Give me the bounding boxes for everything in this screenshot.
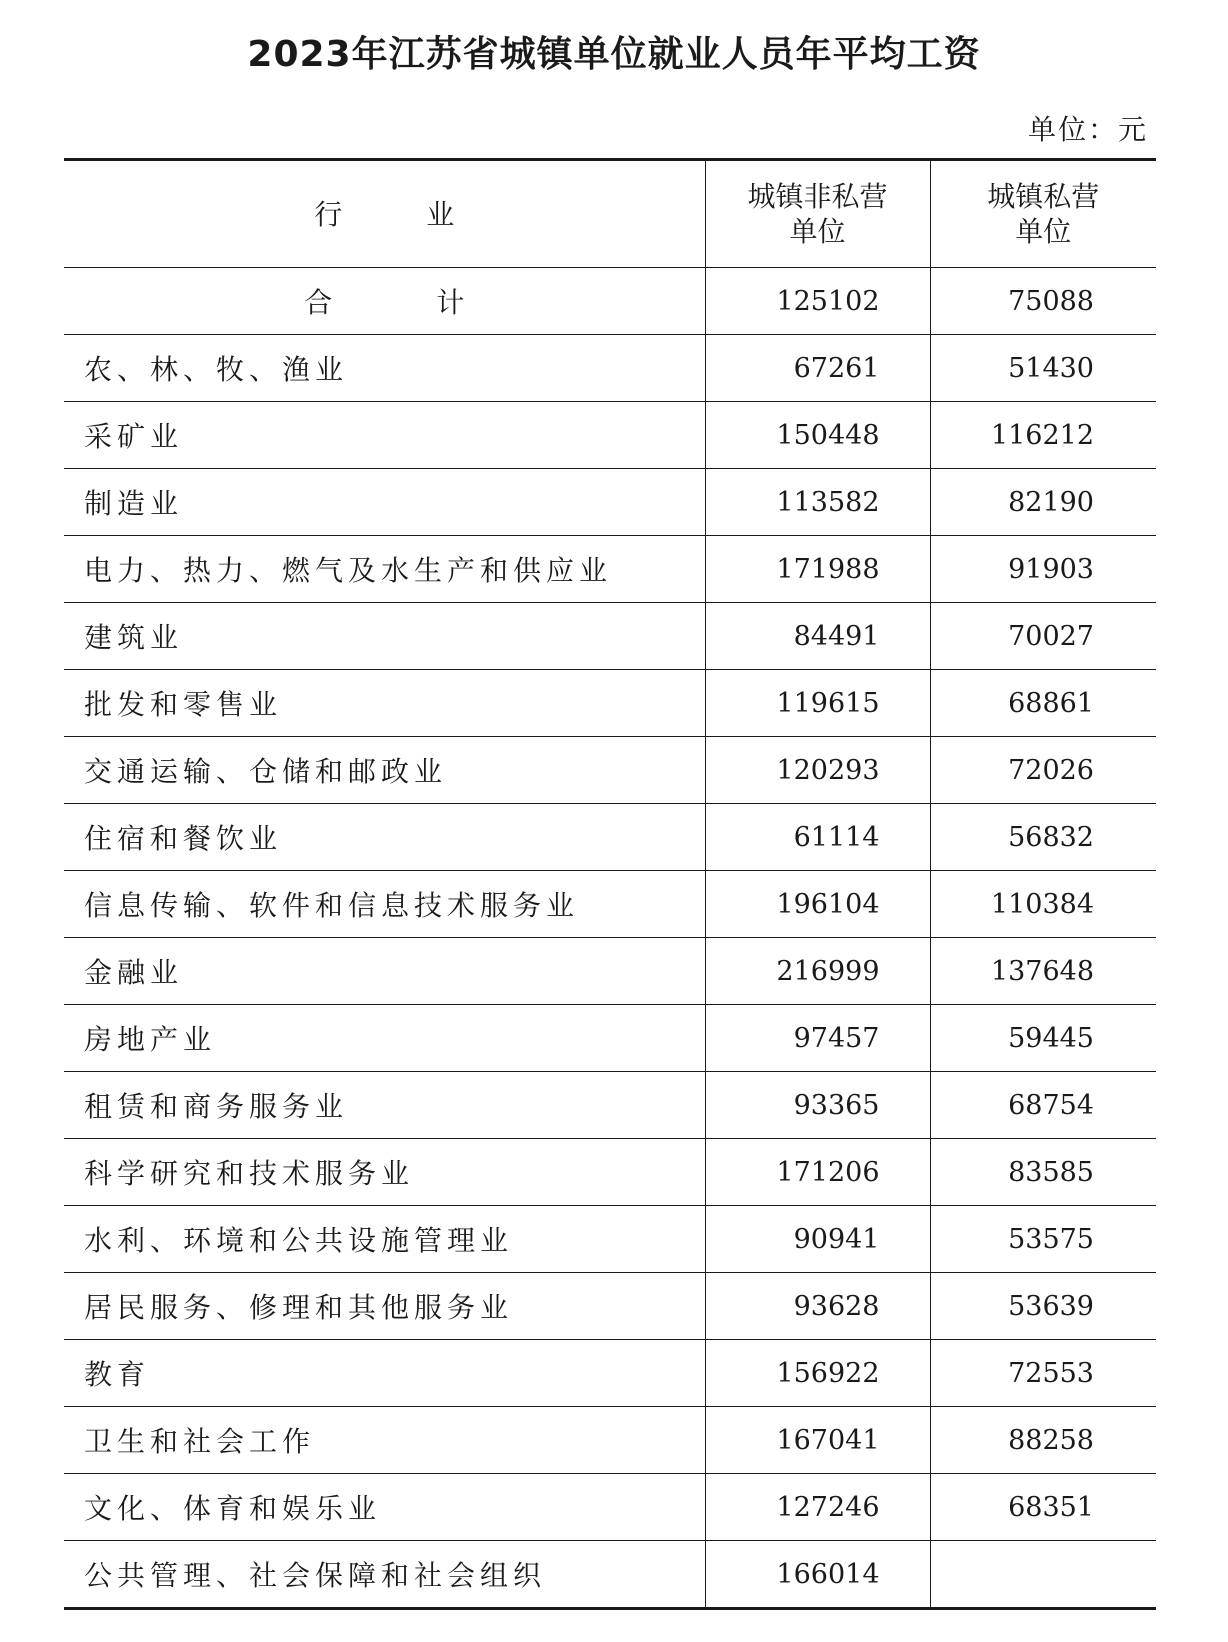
non-private-wage-cell: 125102 <box>705 268 930 335</box>
table-row <box>64 1474 1156 1541</box>
industry-cell: 租赁和商务服务业 <box>64 1072 705 1139</box>
table-row <box>64 804 1156 871</box>
industry-cell: 房地产业 <box>64 1005 705 1072</box>
non-private-wage-cell: 196104 <box>705 871 930 938</box>
private-wage-cell: 110384 <box>930 871 1156 938</box>
non-private-wage-cell: 171988 <box>705 536 930 603</box>
private-wage-cell: 91903 <box>930 536 1156 603</box>
table-row <box>64 871 1156 938</box>
private-wage-cell: 70027 <box>930 603 1156 670</box>
header-non-private-line1: 城镇非私营 <box>747 180 888 213</box>
header-non-private <box>705 160 930 268</box>
industry-cell: 信息传输、软件和信息技术服务业 <box>64 871 705 938</box>
industry-cell: 制造业 <box>64 469 705 536</box>
header-private-line1: 城镇私营 <box>987 180 1100 213</box>
table-row <box>64 670 1156 737</box>
industry-cell: 文化、体育和娱乐业 <box>64 1474 705 1541</box>
header-row <box>64 160 1156 268</box>
private-wage-cell: 116212 <box>930 402 1156 469</box>
private-wage-cell: 88258 <box>930 1407 1156 1474</box>
wage-table <box>64 158 1156 1610</box>
industry-cell: 建筑业 <box>64 603 705 670</box>
non-private-wage-cell: 113582 <box>705 469 930 536</box>
private-wage-cell: 51430 <box>930 335 1156 402</box>
private-wage-cell: 72026 <box>930 737 1156 804</box>
table-body <box>64 268 1156 1609</box>
table-row <box>64 1005 1156 1072</box>
industry-cell: 交通运输、仓储和邮政业 <box>64 737 705 804</box>
non-private-wage-cell: 150448 <box>705 402 930 469</box>
industry-cell: 采矿业 <box>64 402 705 469</box>
table-row <box>64 1072 1156 1139</box>
table-row <box>64 1206 1156 1273</box>
private-wage-cell: 82190 <box>930 469 1156 536</box>
header-industry-label: 行 业 <box>314 197 483 231</box>
industry-cell: 公共管理、社会保障和社会组织 <box>84 1559 547 1592</box>
non-private-wage-cell: 84491 <box>705 603 930 670</box>
table-row <box>64 1407 1156 1474</box>
private-wage-cell <box>930 1541 1156 1609</box>
table-row <box>64 1273 1156 1340</box>
table-row <box>64 1139 1156 1206</box>
table-row <box>64 603 1156 670</box>
private-wage-cell: 68754 <box>930 1072 1156 1139</box>
non-private-wage-cell: 216999 <box>705 938 930 1005</box>
table-row <box>64 536 1156 603</box>
industry-cell: 批发和零售业 <box>64 670 705 737</box>
private-wage-cell: 53639 <box>930 1273 1156 1340</box>
non-private-wage-cell: 93628 <box>705 1273 930 1340</box>
private-wage-cell: 59445 <box>930 1005 1156 1072</box>
industry-cell: 合 计 <box>64 268 705 335</box>
table-row <box>64 469 1156 536</box>
table-row <box>64 335 1156 402</box>
non-private-wage-cell: 67261 <box>705 335 930 402</box>
header-private-line2: 单位 <box>1015 215 1072 248</box>
private-wage-cell: 53575 <box>930 1206 1156 1273</box>
industry-cell: 科学研究和技术服务业 <box>64 1139 705 1206</box>
non-private-wage-cell: 127246 <box>705 1474 930 1541</box>
header-industry <box>64 160 705 268</box>
industry-cell: 住宿和餐饮业 <box>64 804 705 871</box>
table-row <box>64 938 1156 1005</box>
non-private-wage-cell: 90941 <box>705 1206 930 1273</box>
total-row <box>64 268 1156 335</box>
industry-cell: 教育 <box>64 1340 705 1407</box>
private-wage-cell: 75088 <box>930 268 1156 335</box>
industry-cell: 卫生和社会工作 <box>64 1407 705 1474</box>
industry-cell: 电力、热力、燃气及水生产和供应业 <box>64 536 705 603</box>
industry-cell: 金融业 <box>64 938 705 1005</box>
private-wage-cell: 83585 <box>930 1139 1156 1206</box>
header-non-private-line2: 单位 <box>789 215 846 248</box>
unit-label: 单位：元 <box>1027 113 1148 146</box>
non-private-wage-cell: 120293 <box>705 737 930 804</box>
non-private-wage-cell: 166014 <box>705 1541 930 1609</box>
table-row <box>64 402 1156 469</box>
private-wage-cell: 56832 <box>930 804 1156 871</box>
non-private-wage-cell: 61114 <box>705 804 930 871</box>
industry-cell: 居民服务、修理和其他服务业 <box>64 1273 705 1340</box>
private-wage-cell: 137648 <box>930 938 1156 1005</box>
non-private-wage-cell: 167041 <box>705 1407 930 1474</box>
table-row <box>64 1541 1156 1609</box>
non-private-wage-cell: 93365 <box>705 1072 930 1139</box>
non-private-wage-cell: 119615 <box>705 670 930 737</box>
private-wage-cell: 72553 <box>930 1340 1156 1407</box>
table-row <box>64 737 1156 804</box>
industry-cell: 农、林、牧、渔业 <box>64 335 705 402</box>
header-private <box>930 160 1156 268</box>
non-private-wage-cell: 171206 <box>705 1139 930 1206</box>
page-title: 2023年江苏省城镇单位就业人员年平均工资 <box>247 34 981 75</box>
industry-cell: 水利、环境和公共设施管理业 <box>64 1206 705 1273</box>
private-wage-cell: 68351 <box>930 1474 1156 1541</box>
non-private-wage-cell: 97457 <box>705 1005 930 1072</box>
non-private-wage-cell: 156922 <box>705 1340 930 1407</box>
table-row <box>64 1340 1156 1407</box>
private-wage-cell: 68861 <box>930 670 1156 737</box>
